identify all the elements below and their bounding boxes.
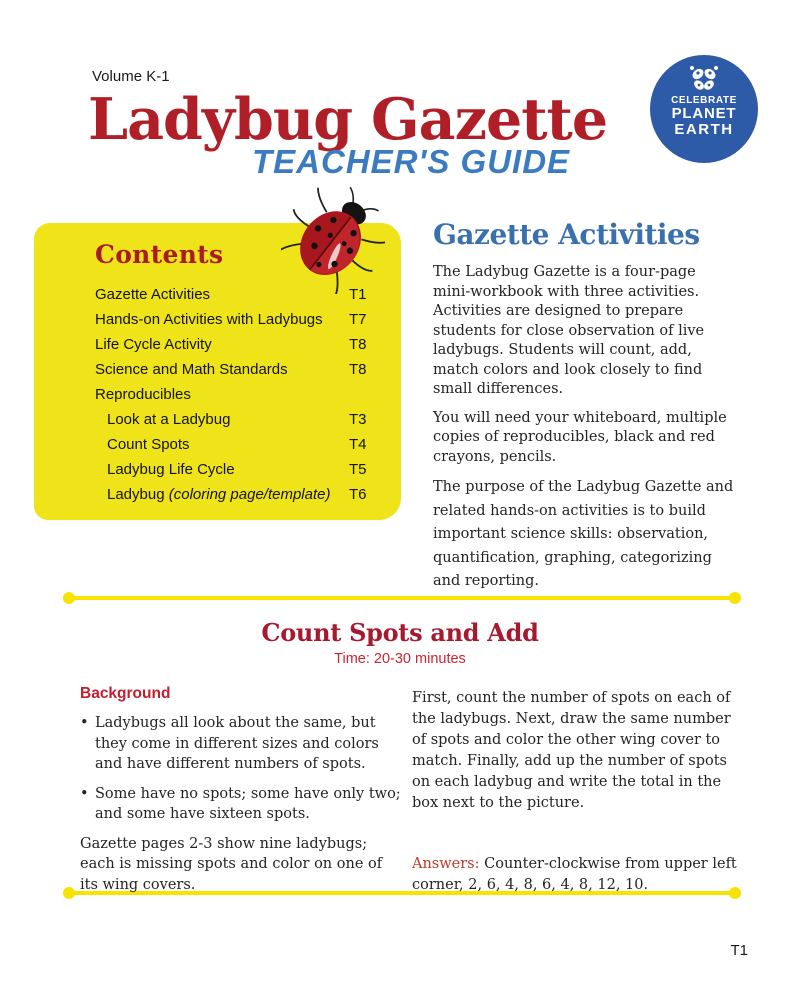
background-bullets xyxy=(80,713,402,825)
background-note: Gazette pages 2-3 show nine ladybugs; each is missing spots and color on one of its wing covers. xyxy=(80,835,383,893)
instructions-paragraph: First, count the number of spots on each of the ladybugs. Next, draw the same number of spots and color the other wing cover to match. Finally, add up the number of spots on each ladybug and write the total in the box next to the picture. xyxy=(412,690,731,811)
gazette-activities-section xyxy=(433,218,737,603)
background-section xyxy=(80,685,402,895)
page-number: T1 xyxy=(730,942,748,959)
toc-page-number: T6 xyxy=(349,486,367,503)
toc-page-number: T8 xyxy=(349,361,367,378)
toc-page-number: T4 xyxy=(349,436,367,453)
badge-line-3: EARTH xyxy=(674,121,734,138)
toc-page-number: T3 xyxy=(349,411,367,428)
toc-row xyxy=(95,361,375,386)
toc-page-number: T7 xyxy=(349,311,367,328)
toc-row xyxy=(95,411,375,436)
page-title: Ladybug Gazette xyxy=(88,86,608,153)
toc-row xyxy=(95,336,375,361)
bullet-text: Ladybugs all look about the same, but they come in different sizes and colors and have different numbers of spots. xyxy=(95,715,379,772)
gazette-activities-paragraphs xyxy=(433,263,737,594)
toc-row xyxy=(95,386,375,411)
toc-row xyxy=(95,486,375,511)
celebrate-planet-earth-badge xyxy=(650,55,758,163)
toc-label: Count Spots xyxy=(107,436,190,453)
bullet-marker: • xyxy=(80,785,89,802)
toc-row xyxy=(95,436,375,461)
background-bullet xyxy=(80,784,402,825)
answers-label: Answers: xyxy=(412,856,480,872)
gazette-paragraph: The Ladybug Gazette is a four-page mini-workbook with three activities. Activities are designed to prepare students for close observation of live ladybugs. Students will count, add, match colors and look closely to find small differences. xyxy=(433,264,705,397)
contents-heading: Contents xyxy=(95,240,224,269)
toc-label: Life Cycle Activity xyxy=(95,336,212,353)
answers-text: Counter-clockwise from upper left corner, 2, 6, 4, 8, 6, 4, 8, 12, 10. xyxy=(412,856,737,893)
toc-label: Ladybug Life Cycle xyxy=(107,461,235,478)
toc-label: Ladybug (coloring page/template) xyxy=(107,486,331,503)
toc-page-number: T8 xyxy=(349,336,367,353)
toc-row xyxy=(95,311,375,336)
background-bullet xyxy=(80,713,402,775)
toc-label: Gazette Activities xyxy=(95,286,211,303)
toc-page-number: T1 xyxy=(349,286,367,303)
toc-row xyxy=(95,461,375,486)
gazette-paragraph: You will need your whiteboard, multiple copies of reproducibles, black and red crayons, pencils. xyxy=(433,409,727,465)
toc-label: Reproducibles xyxy=(95,386,191,403)
background-heading: Background xyxy=(80,685,171,702)
count-spots-heading: Count Spots and Add xyxy=(261,618,539,647)
badge-line-1: CELEBRATE xyxy=(671,95,737,106)
toc-label: Hands-on Activities with Ladybugs xyxy=(95,311,323,328)
toc-row xyxy=(95,286,375,311)
page-subtitle: TEACHER'S GUIDE xyxy=(252,143,571,180)
badge-line-2: PLANET xyxy=(671,105,737,122)
toc-label: Look at a Ladybug xyxy=(107,411,231,428)
butterfly-people-icon xyxy=(687,65,721,93)
instructions-section xyxy=(412,688,742,896)
toc-label: Science and Math Standards xyxy=(95,361,288,378)
ladybug-illustration xyxy=(281,186,385,294)
toc-page-number: T5 xyxy=(349,461,367,478)
answers-paragraph xyxy=(412,854,742,896)
volume-label: Volume K-1 xyxy=(92,68,170,85)
section-divider-top xyxy=(67,596,737,600)
contents-list xyxy=(95,286,375,511)
gazette-activities-heading: Gazette Activities xyxy=(433,218,700,251)
count-spots-time: Time: 20-30 minutes xyxy=(334,651,466,667)
bullet-text: Some have no spots; some have only two; and some have sixteen spots. xyxy=(95,785,401,822)
gazette-paragraph: The purpose of the Ladybug Gazette and related hands-on activities is to build important science skills: observation, quantification, graphing, categorizing and reporting. xyxy=(433,479,734,589)
bullet-marker: • xyxy=(80,715,89,731)
